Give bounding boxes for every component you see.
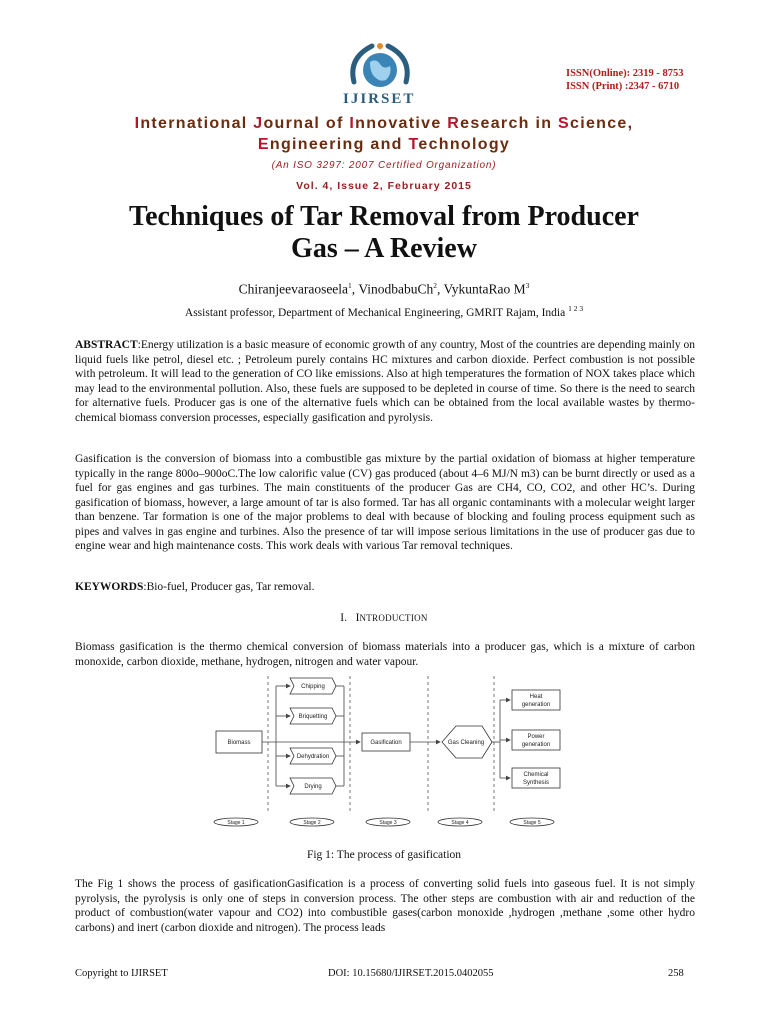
journal-name-line1: [0, 115, 768, 133]
figure-caption: Fig 1: The process of gasification: [306, 849, 462, 861]
fig-chem-2: Synthesis: [522, 780, 550, 786]
author-2: VinodbabuCh: [358, 281, 434, 297]
affiliation-sup: 1 2 3: [568, 304, 584, 313]
abstract-label: ABSTRACT: [75, 339, 138, 351]
journal-name-line2: [0, 136, 768, 154]
abstract-paragraph: [75, 338, 695, 425]
body-paragraph: The Fig 1 shows the process of gasificationGasification is a process of converting solid fuels into gaseous fuel. It is not simply pyrolysis, the pyrolysis is only one of steps in conversion process. The other steps are combustion with air and reduction of the product of combustion(water vapour and CO2) into combustible gases(carbon monoxide ,hydrogen ,methane ,some other hydro carbons) and inert (carbon dioxide and nitrogen). The process leads: [75, 878, 695, 934]
section-number: I.: [340, 612, 347, 624]
section-title-rest: NTRODUCTION: [359, 613, 428, 623]
abstract-text: :Energy utilization is a basic measure of economic growth of any country, Most of the countries are depending mainly on liquid fuels like petrol, diesel etc. ; Petroleum purely contains HC mixtures and carbon dioxide. Perfect combustion is not possible with petroleum. It will lead to the generation of CO like emissions. Also at high temperatures the formation of NOX takes place which may lead to the environmental pollution. Also, these fuels are supposed to be depleted in course of time. So there is the need to search for alternative fuels. Producer gas is one of the alternative fuels which can be obtained from the local available wastes by thermo-chemical biomass conversion processes, especially gasification and pyrolysis.: [75, 339, 695, 424]
author-3: VykuntaRao M: [443, 281, 526, 297]
fig-gasification: Gasification: [370, 740, 402, 746]
section-title-initial: I: [355, 612, 360, 624]
author-2-sup: 2: [433, 281, 437, 290]
footer-page-number: 258: [668, 968, 684, 979]
gasification-process-figure: [210, 672, 570, 832]
fig-power-2: generation: [521, 742, 551, 748]
fig-gas-cleaning: Gas Cleaning: [447, 740, 485, 746]
author-1-sup: 1: [348, 281, 352, 290]
footer-copyright: Copyright to IJIRSET: [75, 968, 168, 979]
fig-stage-5: Stage 5: [523, 820, 541, 826]
fig-dehydration: Dehydration: [296, 754, 330, 760]
authors: Chiranjeevaraoseela$^1$, VinodbabuCh$^2$, VykuntaRao $M^3$: [238, 281, 530, 297]
fig-drying: Drying: [304, 784, 322, 790]
issn-online: ISSN(Online): 2319 - 8753: [566, 68, 684, 79]
fig-chipping: Chipping: [301, 684, 325, 690]
fig-heat-2: generation: [521, 702, 551, 708]
fig-heat-1: Heat: [529, 694, 543, 700]
logo-text: IJIRSET: [343, 91, 416, 107]
fig-stage-3: Stage 3: [379, 820, 397, 826]
author-1: Chiranjeevaraoseela: [238, 281, 349, 297]
keywords-text: :Bio-fuel, Producer gas, Tar removal.: [143, 581, 315, 593]
fig-power-1: Power: [527, 734, 545, 740]
title-line-2: Gas – A Review: [291, 233, 477, 264]
fig-briquetting: Briquetting: [298, 714, 328, 720]
fig-stage-2: Stage 2: [303, 820, 321, 826]
fig-stage-1: Stage 1: [227, 820, 245, 826]
volume-issue: Vol. 4, Issue 2, February 2015: [296, 180, 472, 192]
section-heading: [0, 612, 768, 624]
keywords-label: KEYWORDS: [75, 581, 144, 593]
issn-print: ISSN (Print) :2347 - 6710: [566, 81, 680, 92]
abstract-paragraph-2: Gasification is the conversion of biomass into a combustible gas mixture by the partial oxidation of biomass at higher temperature typically in the range 800o–900oC.The low calorific value (CV) gas produced (about 4–6 MJ/N m3) can be burnt directly or used as a fuel for gas engines and gas turbines. The main constituents of the producer Gas are CH4, CO, CO2, and other HC’s. During gasification of biomass, however, a large amount of tar is also formed. Tar has all organic contaminants with a molecular weight larger than benzene. Tar formation is one of the major problems to deal with because of blocking and fouling process equipment such as pipes and valves in gas engine and turbines. Also the presence of tar will impose serious limitations in the use of producer gas due to engine wear and high maintenance costs. This work deals with various Tar removal techniques.: [75, 453, 695, 552]
title-line-1: Techniques of Tar Removal from Producer: [129, 201, 639, 232]
journal-name-text: International Journal of Innovative Research in Science,: [134, 115, 634, 132]
intro-paragraph: Biomass gasification is the thermo chemical conversion of biomass materials into a producer gas, which is a mixture of carbon monoxide, carbon dioxide, methane, hydrogen, nitrogen and water vapour.: [75, 641, 695, 668]
fig-stage-4: Stage 4: [451, 820, 469, 826]
fig-chem-1: Chemical: [523, 772, 549, 778]
author-3-sup: 3: [525, 281, 530, 290]
footer-doi: DOI: 10.15680/IJIRSET.2015.0402055: [328, 968, 494, 979]
organization-note: (An ISO 3297: 2007 Certified Organization): [271, 160, 497, 171]
affiliation-text: Assistant professor, Department of Mechanical Engineering, GMRIT Rajam, India: [184, 306, 566, 319]
paper-title: [0, 201, 768, 265]
journal-name-text-2: Engineering and Technology: [257, 136, 511, 153]
fig-biomass: Biomass: [227, 740, 251, 746]
affiliation: [0, 304, 768, 319]
keywords-paragraph: [75, 580, 695, 595]
